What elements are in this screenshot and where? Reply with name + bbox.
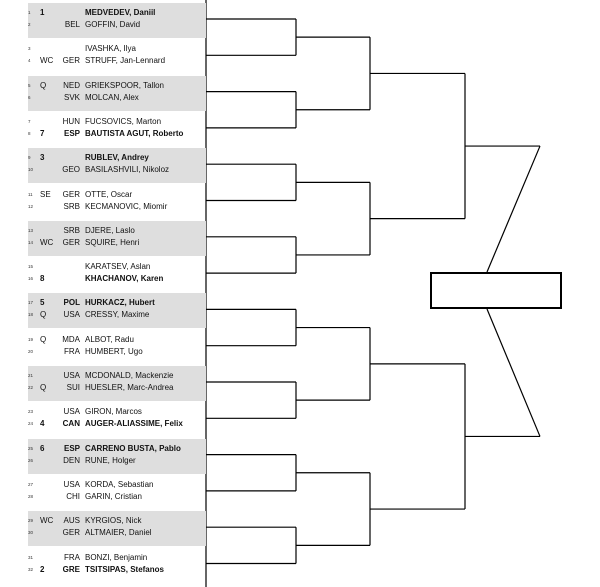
seed-label: Q	[40, 80, 47, 90]
draw-entry	[28, 164, 206, 176]
draw-entry	[28, 152, 206, 164]
nationality: DEN	[63, 455, 80, 465]
player-name: GRIEKSPOOR, Tallon	[85, 80, 164, 90]
player-name: KARATSEV, Aslan	[85, 262, 151, 272]
draw-position: 32	[28, 566, 34, 572]
bracket-line	[487, 146, 540, 272]
nationality: FRA	[64, 552, 80, 562]
player-name: GARIN, Cristian	[85, 491, 142, 501]
seed-label: WC	[40, 237, 54, 247]
draw-position: 25	[28, 445, 34, 451]
nationality: GER	[62, 189, 80, 199]
nationality: CAN	[62, 419, 80, 429]
draw-entry	[28, 237, 206, 249]
draw-position: 7	[28, 118, 31, 124]
player-name: MCDONALD, Mackenzie	[85, 371, 174, 380]
draw-entry	[28, 309, 206, 321]
player-name: GOFFIN, David	[85, 20, 141, 29]
draw-position: 9	[28, 155, 31, 161]
draw-entry	[28, 515, 206, 527]
draw-position: 13	[28, 227, 34, 233]
bracket-line	[487, 309, 540, 436]
draw-entry	[28, 273, 206, 285]
draw-position: 14	[28, 239, 34, 245]
draw-entry	[28, 527, 206, 539]
player-name: RUBLEV, Andrey	[85, 153, 149, 163]
draw-position: 22	[28, 385, 34, 390]
draw-entry	[28, 7, 206, 19]
draw-entry	[28, 225, 206, 237]
nationality: SUI	[66, 383, 80, 392]
player-name: FUCSOVICS, Marton	[85, 116, 162, 126]
player-name: SQUIRE, Henri	[85, 237, 140, 247]
seed-label: Q	[40, 334, 47, 344]
player-name: GIRON, Marcos	[85, 407, 142, 417]
draw-entry	[28, 201, 206, 213]
draw-entry	[28, 19, 206, 31]
nationality: HUN	[62, 116, 80, 126]
draw-entry	[28, 479, 206, 491]
draw-position: 29	[28, 518, 34, 524]
seed-label: WC	[40, 56, 54, 66]
draw-entry	[28, 491, 206, 503]
player-name: HUESLER, Marc-Andrea	[85, 383, 174, 392]
draw-position: 16	[28, 276, 34, 282]
draw-entry	[28, 455, 206, 467]
draw-position: 17	[28, 300, 34, 306]
nationality: BEL	[64, 20, 80, 29]
draw-entry	[28, 334, 206, 346]
player-name: BONZI, Benjamin	[85, 552, 148, 562]
draw-position: 21	[28, 373, 34, 378]
player-name: TSITSIPAS, Stefanos	[85, 564, 164, 574]
player-name: HURKACZ, Hubert	[85, 298, 155, 308]
nationality: SRB	[63, 225, 80, 235]
draw-position: 11	[28, 191, 33, 197]
nationality: CHI	[66, 491, 80, 501]
player-name: ALTMAIER, Daniel	[85, 528, 152, 538]
draw-entry	[28, 552, 206, 564]
draw-entry	[28, 92, 206, 104]
draw-position: 1	[28, 10, 31, 15]
seed-label: Q	[40, 310, 47, 320]
draw-entry	[28, 346, 206, 358]
nationality: USA	[63, 371, 80, 380]
nationality: SVK	[63, 92, 80, 102]
player-name: KECMANOVIC, Miomir	[85, 201, 168, 211]
draw-position: 30	[28, 530, 34, 536]
player-name: KYRGIOS, Nick	[85, 516, 142, 526]
draw-entry	[28, 189, 206, 201]
seed-label: SE	[40, 189, 51, 199]
player-name: OTTE, Oscar	[85, 189, 133, 199]
draw-position: 10	[28, 167, 34, 173]
player-name: CRESSY, Maxime	[85, 310, 150, 320]
seed-label: 4	[40, 419, 45, 429]
draw-position: 4	[28, 58, 31, 64]
draw-position: 31	[28, 554, 34, 560]
player-name: STRUFF, Jan-Lennard	[85, 56, 166, 66]
nationality: SRB	[63, 201, 80, 211]
nationality: GER	[62, 528, 80, 538]
draw-entry	[28, 443, 206, 455]
draw-position: 28	[28, 493, 34, 499]
nationality: AUS	[63, 516, 80, 526]
seed-label: 7	[40, 128, 45, 138]
nationality: ESP	[63, 443, 80, 453]
draw-position: 6	[28, 94, 31, 100]
draw-entry	[28, 128, 206, 140]
draw-entry	[28, 116, 206, 128]
draw-position: 12	[28, 203, 34, 209]
draw-entry	[28, 55, 206, 67]
draw-position: 26	[28, 457, 34, 463]
nationality: GEO	[62, 165, 80, 175]
draw-entry	[28, 564, 206, 576]
nationality: USA	[63, 310, 80, 320]
seed-label: 3	[40, 153, 45, 163]
draw-entry	[28, 80, 206, 92]
player-name: BAUTISTA AGUT, Roberto	[85, 128, 184, 138]
player-name: HUMBERT, Ugo	[85, 346, 143, 356]
player-name: DJERE, Laslo	[85, 225, 135, 235]
nationality: MDA	[62, 334, 80, 344]
player-name: ALBOT, Radu	[85, 334, 134, 344]
nationality: POL	[63, 298, 80, 308]
nationality: USA	[63, 407, 80, 417]
draw-entry	[28, 418, 206, 430]
draw-entry	[28, 382, 206, 394]
nationality: ESP	[63, 128, 80, 138]
nationality: GER	[62, 237, 80, 247]
draw-entry	[28, 297, 206, 309]
draw-position: 2	[28, 22, 31, 27]
draw-entry	[28, 43, 206, 55]
draw-position: 27	[28, 481, 34, 487]
seed-label: Q	[40, 383, 47, 392]
draw-position: 3	[28, 46, 31, 52]
seed-label: 2	[40, 564, 45, 574]
draw-entry	[28, 406, 206, 418]
player-name: KORDA, Sebastian	[85, 479, 154, 489]
draw-entry	[28, 261, 206, 273]
seed-label: 5	[40, 298, 45, 308]
draw-position: 23	[28, 409, 34, 415]
nationality: FRA	[64, 346, 80, 356]
player-name: AUGER-ALIASSIME, Felix	[85, 419, 183, 429]
seed-label: 1	[40, 8, 45, 17]
player-name: BASILASHVILI, Nikoloz	[85, 165, 170, 175]
seed-label: 6	[40, 443, 45, 453]
seed-label: WC	[40, 516, 54, 526]
draw-position: 5	[28, 82, 31, 88]
draw-position: 8	[28, 130, 31, 136]
draw-entry	[28, 370, 206, 382]
player-name: MOLCAN, Alex	[85, 92, 139, 102]
nationality: NED	[63, 80, 80, 90]
draw-position: 19	[28, 336, 34, 342]
seed-label: 8	[40, 274, 45, 284]
nationality: USA	[63, 479, 80, 489]
player-name: RUNE, Holger	[85, 455, 136, 465]
draw-position: 15	[28, 264, 34, 270]
nationality: GRE	[62, 564, 80, 574]
draw-position: 20	[28, 348, 34, 354]
draw-position: 24	[28, 421, 34, 427]
draw-position: 18	[28, 312, 34, 318]
player-name: CARRENO BUSTA, Pablo	[85, 443, 181, 453]
player-name: MEDVEDEV, Daniil	[85, 8, 156, 17]
nationality: GER	[62, 56, 80, 66]
player-name: IVASHKA, Ilya	[85, 44, 136, 54]
player-name: KHACHANOV, Karen	[85, 274, 164, 284]
winner-box	[430, 272, 562, 309]
